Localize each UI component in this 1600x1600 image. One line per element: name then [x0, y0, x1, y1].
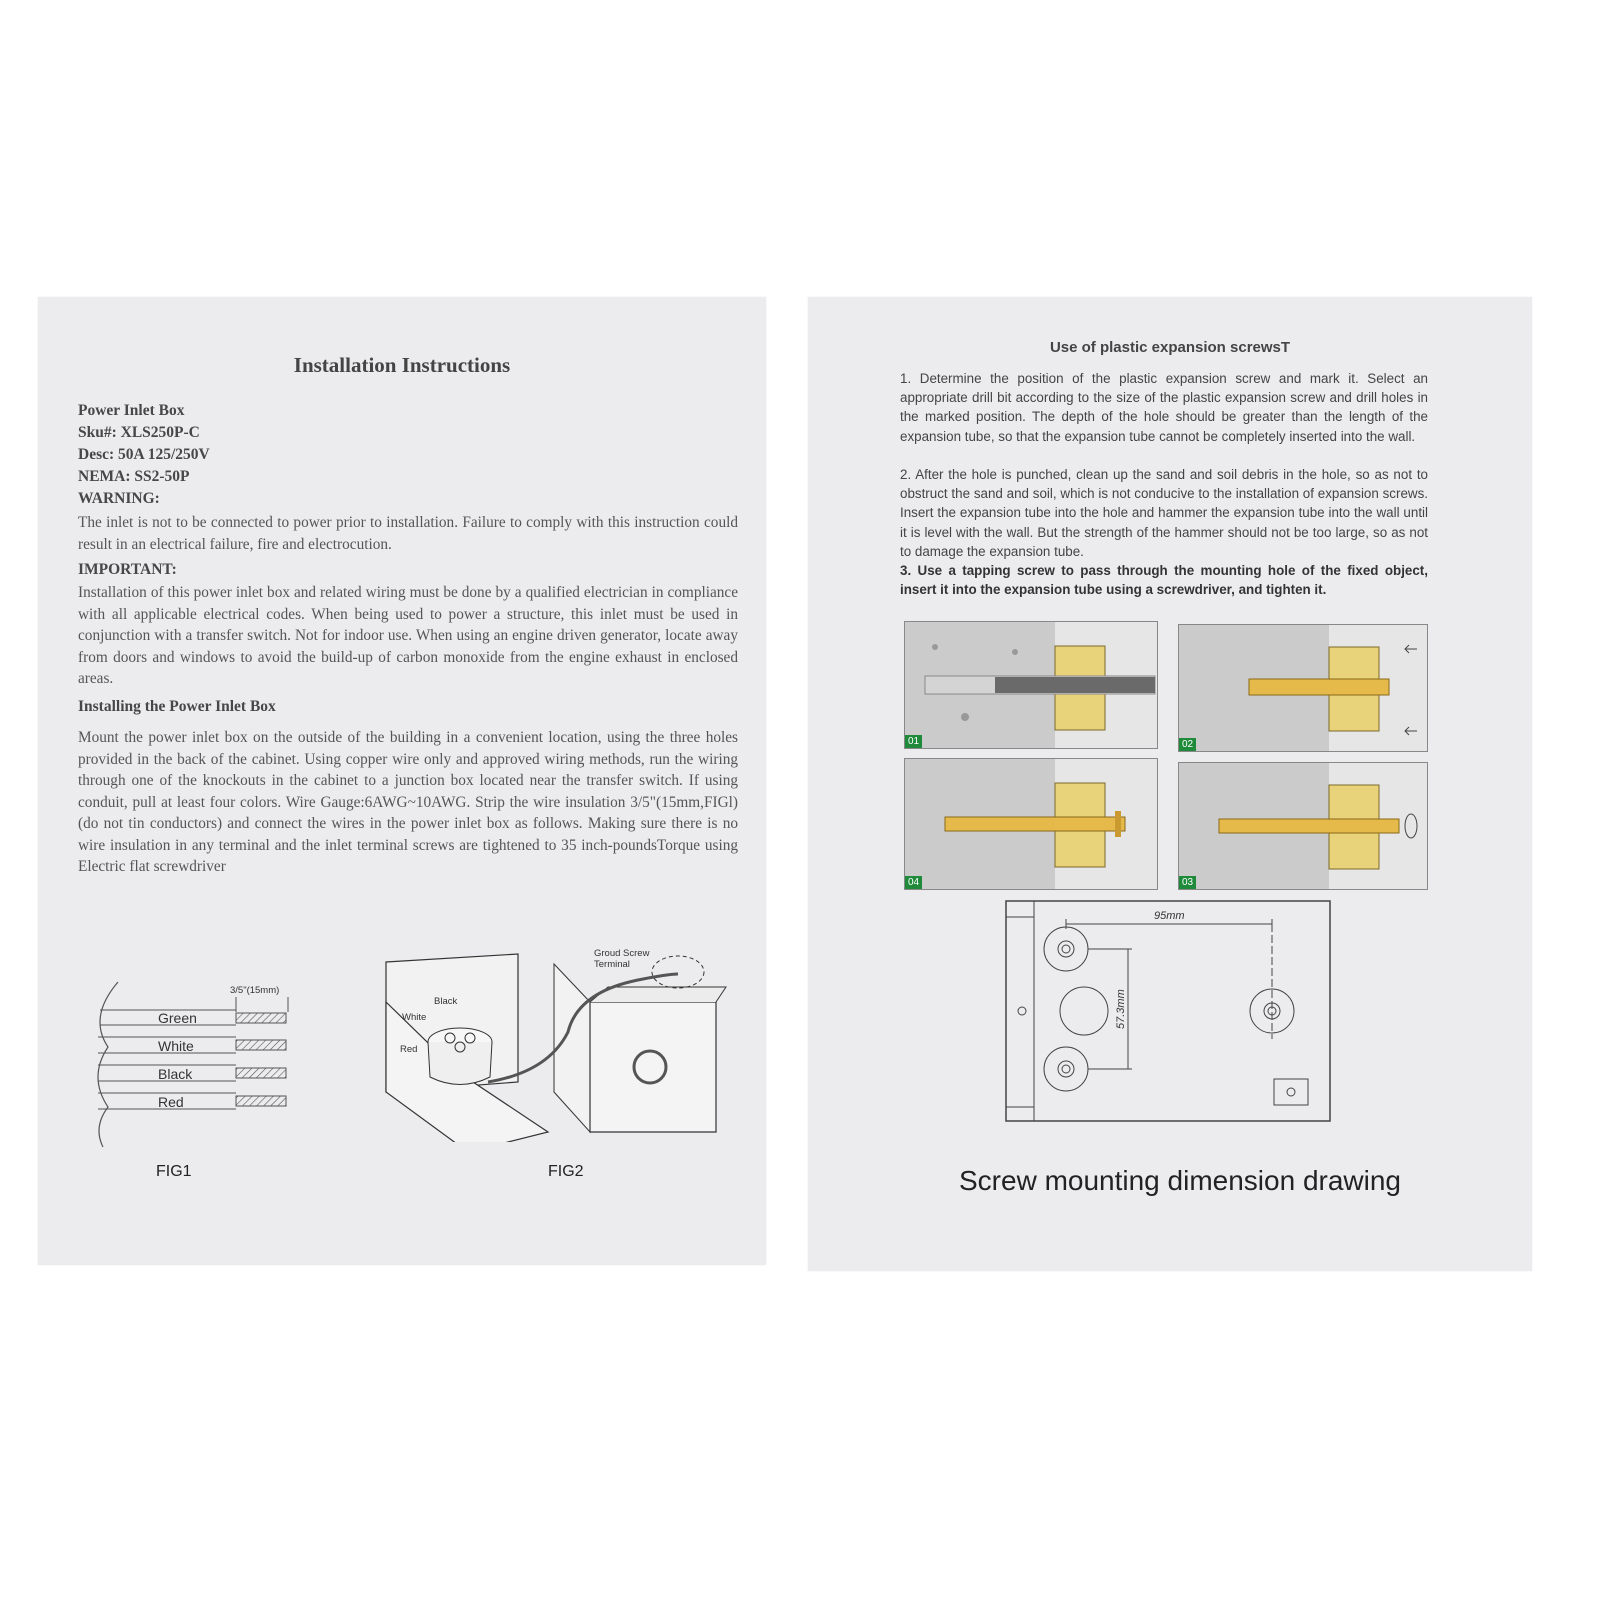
- dim-vertical-label: 57.3mm: [1115, 989, 1127, 1029]
- step-2-text: 2. After the hole is punched, clean up the sand and soil debris in the hole, so as not to obstruct the sand and soil, which is not conducive to the installation of expansion screws. Insert the expansion tube into the hole and hammer the expansion tube into the wall until it is level with the wall. But the strength of the hammer should not be too large, so as not to damage the expansion tube.: [900, 467, 1428, 559]
- dimension-drawing: [1004, 899, 1334, 1125]
- ground-screw-label: Groud Screw: [594, 948, 650, 959]
- wire-green: [100, 1010, 286, 1026]
- fig1-wire-diagram: [88, 977, 308, 1157]
- fig2-black-label: Black: [434, 996, 458, 1007]
- fig1-label: FIG1: [156, 1163, 192, 1180]
- spec-product: Power Inlet Box: [78, 402, 185, 419]
- spec-desc: Desc: 50A 125/250V: [78, 446, 210, 463]
- warning-heading: WARNING:: [78, 490, 160, 507]
- strip-length-label: 3/5"(15mm): [230, 985, 280, 996]
- wire-label-white: White: [158, 1038, 194, 1054]
- panel-number-02: 02: [1179, 738, 1196, 751]
- installation-title: Installation Instructions: [293, 353, 511, 377]
- installing-heading: Installing the Power Inlet Box: [78, 698, 276, 715]
- fig2-label: FIG2: [548, 1163, 584, 1180]
- left-instruction-sheet: [38, 297, 766, 1265]
- step-1-text: 1. Determine the position of the plastic expansion screw and mark it. Select an appropriate drill bit according to the size of the plastic expansion screw and drill holes in the marked position. The depth of the hole should be greater than the length of the expansion tube, so that the expansion tube cannot be completely inserted into the wall.: [900, 371, 1428, 444]
- panel-number-03: 03: [1179, 876, 1196, 889]
- spec-nema: NEMA: SS2-50P: [78, 468, 190, 485]
- wire-label-black: Black: [158, 1066, 193, 1082]
- install-step-panel-03: [1178, 762, 1428, 890]
- fig2-white-label: White: [402, 1012, 427, 1023]
- installing-text: Mount the power inlet box on the outside of the building in a convenient location, using the three holes provided in the back of the cabinet. Using copper wire only and approved wiring methods, run the wiring through one of the knockouts in the cabinet to a junction box located near the transfer switch. If using conduit, pull at least four colors. Wire Gauge:6AWG~10AWG. Strip the wire insulation 3/5"(15mm,FIGl) (do not tin conductors) and connect the wires in the power inlet box as follows. Making sure there is no wire insulation in any terminal and the inlet terminal screws are tightened to 35 inch-poundsTorque using Electric flat screwdriver: [78, 729, 738, 875]
- install-step-panel-02: [1178, 624, 1428, 752]
- step-3-text: 3. Use a tapping screw to pass through the mounting hole of the fixed object, insert it into the expansion tube using a screwdriver, and tighten it.: [900, 563, 1428, 598]
- dim-horizontal-label: 95mm: [1154, 910, 1185, 922]
- wire-white: [98, 1037, 286, 1054]
- right-instruction-sheet: [808, 297, 1532, 1271]
- ground-terminal-label: Terminal: [594, 959, 630, 970]
- warning-text: The inlet is not to be connected to power prior to installation. Failure to comply with this instruction could result in an electrical failure, fire and electrocution.: [78, 514, 738, 553]
- important-text: Installation of this power inlet box and related wiring must be done by a qualified electrician in compliance with all applicable electrical codes. When being used to power a structure, this inlet must be used in conjunction with a transfer switch. Not for indoor use. When using an engine driven generator, locate away from doors and windows to avoid the build-up of carbon monoxide from the engine exhaust in enclosed areas.: [78, 584, 738, 687]
- fig2-inlet-box-diagram: [378, 942, 738, 1142]
- important-heading: IMPORTANT:: [78, 561, 177, 578]
- fig2-red-label: Red: [400, 1044, 418, 1055]
- wire-red: [98, 1093, 286, 1110]
- panel-number-01: 01: [905, 735, 922, 748]
- install-step-panel-01: [904, 621, 1158, 749]
- install-step-panel-04: [904, 758, 1158, 890]
- dimension-drawing-caption: Screw mounting dimension drawing: [959, 1165, 1401, 1196]
- expansion-screws-title: Use of plastic expansion screwsT: [1049, 339, 1291, 356]
- wire-black: [98, 1065, 286, 1082]
- wire-label-red: Red: [158, 1094, 184, 1110]
- wire-label-green: Green: [158, 1010, 197, 1026]
- spec-sku: Sku#: XLS250P-C: [78, 424, 200, 441]
- panel-number-04: 04: [905, 876, 922, 889]
